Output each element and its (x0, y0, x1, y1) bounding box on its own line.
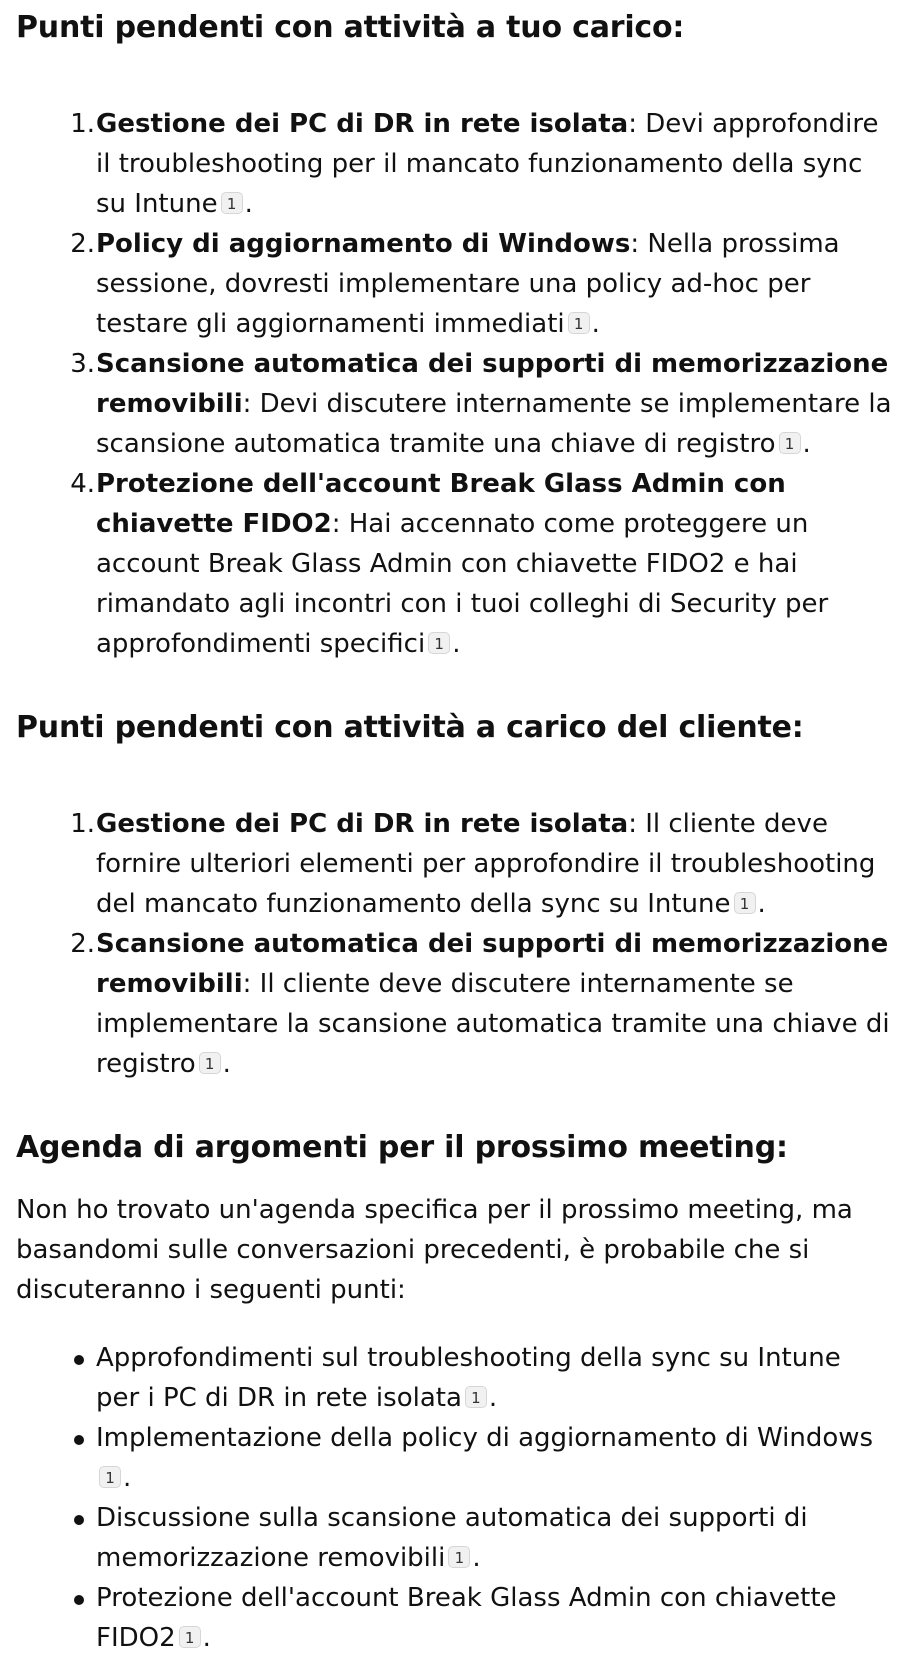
item-title: Protezione dell'account Break Glass Admin con chiavette FIDO2 (96, 469, 786, 539)
citation-badge[interactable]: 1 (179, 1626, 201, 1648)
item-text: Approfondimenti sul troubleshooting della sync su Intune per i PC di DR in rete isolata (96, 1343, 841, 1413)
item-end: . (452, 629, 461, 659)
item-text: : Devi approfondire il troubleshooting per il mancato funzionamento della sync su Intune (96, 109, 879, 219)
citation-badge[interactable]: 1 (99, 1466, 121, 1488)
list-item (16, 464, 898, 664)
list-item (16, 1418, 898, 1498)
item-number: 2. (70, 929, 95, 959)
bullet-icon (74, 1355, 84, 1365)
bullet-list-agenda (16, 1338, 898, 1658)
section-heading-agenda: Agenda di argomenti per il prossimo meeting: (16, 1130, 788, 1165)
agenda-intro: Non ho trovato un'agenda specifica per il prossimo meeting, ma basandomi sulle conversazioni precedenti, è probabile che si discuteranno i seguenti punti: (16, 1195, 853, 1305)
item-title: Scansione automatica dei supporti di memorizzazione removibili (96, 349, 889, 419)
item-text: : Devi discutere internamente se implementare la scansione automatica tramite una chiave di registro (96, 389, 892, 459)
bullet-icon (74, 1435, 84, 1445)
item-text: : Hai accennato come proteggere un account Break Glass Admin con chiavette FIDO2 e hai rimandato agli incontri con i tuoi colleghi di Security per approfondimenti specifici (96, 509, 829, 659)
citation-badge[interactable]: 1 (779, 432, 801, 454)
bullet-icon (74, 1595, 84, 1605)
item-text: Protezione dell'account Break Glass Admin con chiavette FIDO2 (96, 1583, 837, 1653)
section-heading-carico-cliente: Punti pendenti con attività a carico del cliente: (16, 710, 804, 745)
citation-badge[interactable]: 1 (199, 1052, 221, 1074)
item-number: 2. (70, 229, 95, 259)
item-title: Gestione dei PC di DR in rete isolata (96, 809, 629, 839)
item-title: Scansione automatica dei supporti di memorizzazione removibili (96, 929, 889, 999)
item-number: 4. (70, 469, 95, 499)
item-title: Policy di aggiornamento di Windows (96, 229, 631, 259)
list-item (16, 344, 898, 464)
citation-badge[interactable]: 1 (568, 312, 590, 334)
citation-badge[interactable]: 1 (221, 192, 243, 214)
list-item (16, 1498, 898, 1578)
item-end: . (591, 309, 600, 339)
numbered-list-carico-cliente (16, 804, 898, 1084)
item-text: Discussione sulla scansione automatica dei supporti di memorizzazione removibili (96, 1503, 808, 1573)
list-item (16, 1338, 898, 1418)
item-end: . (472, 1543, 481, 1573)
list-item (16, 924, 898, 1084)
section-heading-tuo-carico: Punti pendenti con attività a tuo carico: (16, 10, 685, 45)
item-text: : Il cliente deve discutere internamente se implementare la scansione automatica tramite una chiave di registro (96, 969, 890, 1079)
item-end: . (488, 1383, 498, 1413)
citation-badge[interactable]: 1 (448, 1546, 470, 1568)
item-end: . (202, 1623, 211, 1653)
citation-badge[interactable]: 1 (734, 892, 756, 914)
item-number: 3. (70, 349, 95, 379)
list-item (16, 224, 898, 344)
item-title: Gestione dei PC di DR in rete isolata (96, 109, 629, 139)
list-item (16, 1578, 898, 1658)
item-end: . (222, 1049, 231, 1079)
citation-badge[interactable]: 1 (428, 632, 450, 654)
citation-badge[interactable]: 1 (465, 1386, 487, 1408)
bullet-icon (74, 1515, 84, 1525)
item-end: . (123, 1463, 132, 1493)
item-end: . (802, 429, 811, 459)
numbered-list-tuo-carico (16, 104, 898, 664)
item-end: . (244, 189, 253, 219)
item-end: . (757, 889, 766, 919)
item-text: : Nella prossima sessione, dovresti implementare una policy ad-hoc per testare gli aggiornamenti immediati (96, 229, 840, 339)
list-item (16, 104, 898, 224)
item-number: 1. (70, 809, 95, 839)
item-text: : Il cliente deve fornire ulteriori elementi per approfondire il troubleshooting del mancato funzionamento della sync su Intune (96, 809, 876, 919)
list-item (16, 804, 898, 924)
item-text: Implementazione della policy di aggiornamento di Windows (96, 1423, 874, 1453)
item-number: 1. (70, 109, 95, 139)
